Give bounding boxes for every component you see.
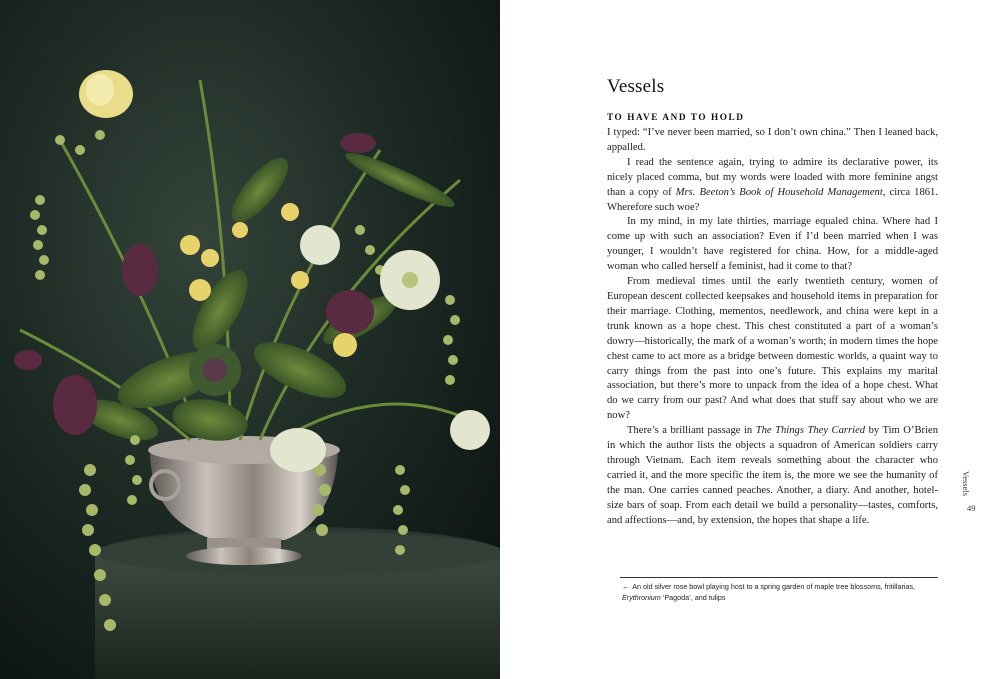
text-page <box>500 0 1000 679</box>
running-head: Vessels <box>961 471 971 497</box>
caption-text-a: An old silver rose bowl playing host to a spring garden of maple tree blossoms, fritillarias, <box>632 582 916 591</box>
paragraph-5 <box>607 424 938 528</box>
paragraph-5-text-a: There’s a brilliant passage in <box>627 425 756 437</box>
paragraph-5-text-b: by Tim O’Brien in which the author lists the objects a squadron of American soldiers carry through Vietnam. Each item reveals something about the character who carried it, and the more specific the item is, the more we see the humanity of the man. One carries canned peaches. Another, a diary. And another, hotel-size bars of soap. From each detail we build a personality—tastes, comforts, and affections—and, by extension, the hopes that shape a life. <box>607 425 939 526</box>
caption-text-genus: Erythronium <box>622 592 661 602</box>
photo-caption <box>622 582 938 603</box>
caption-rule <box>620 577 938 578</box>
book-title-beeton: Mrs. Beeton’s Book of Household Management <box>675 186 883 198</box>
chapter-title: Vessels <box>607 76 665 97</box>
paragraph-2-text-a: I read the sentence again, trying to admire its declarative power, its nicely placed comma, but my words were loaded with more feminine angst than a copy of <box>607 156 938 198</box>
paragraph-1: I typed: “I’ve never been married, so I don’t own china.” Then I leaned back, appalled. <box>607 127 938 153</box>
caption-text-b: ‘Pagoda’, and tulips <box>660 592 726 602</box>
left-arrow-icon: ← <box>622 582 630 591</box>
section-heading: TO HAVE AND TO HOLD <box>607 112 745 122</box>
page-number: 49 <box>967 503 976 513</box>
paragraph-3: In my mind, in my late thirties, marriage equaled china. Where had I come up with such an association? Even if I’d been married when I was younger, I wouldn’t have registered for china. How, for a middle-aged woman who called herself a feminist, had it come to that? <box>607 216 938 273</box>
paragraph-2-text-b: , circa 1861. Wherefore such woe? <box>607 186 938 213</box>
paragraph-2 <box>607 156 938 216</box>
paragraph-4: From medieval times until the early twentieth century, women of European descent collected keepsakes and household items in preparation for their marriage. Clothing, mementos, needlework, and china were kept in a trunk known as a hope chest. This chest constituted a part of a woman’s dowry—historically, the mark of a woman’s worth; in modern times the hope chest came to act more as a bridge between domestic worlds, a quaint way to carry things from the past into one’s future. This explains my marital association, but there’s more to unpack from the idea of a hope chest. What do we carry from our past? And what does that stuff say about who we are now? <box>607 276 938 422</box>
book-title-things-they-carried: The Things They Carried <box>755 425 866 437</box>
body-text <box>607 126 938 528</box>
